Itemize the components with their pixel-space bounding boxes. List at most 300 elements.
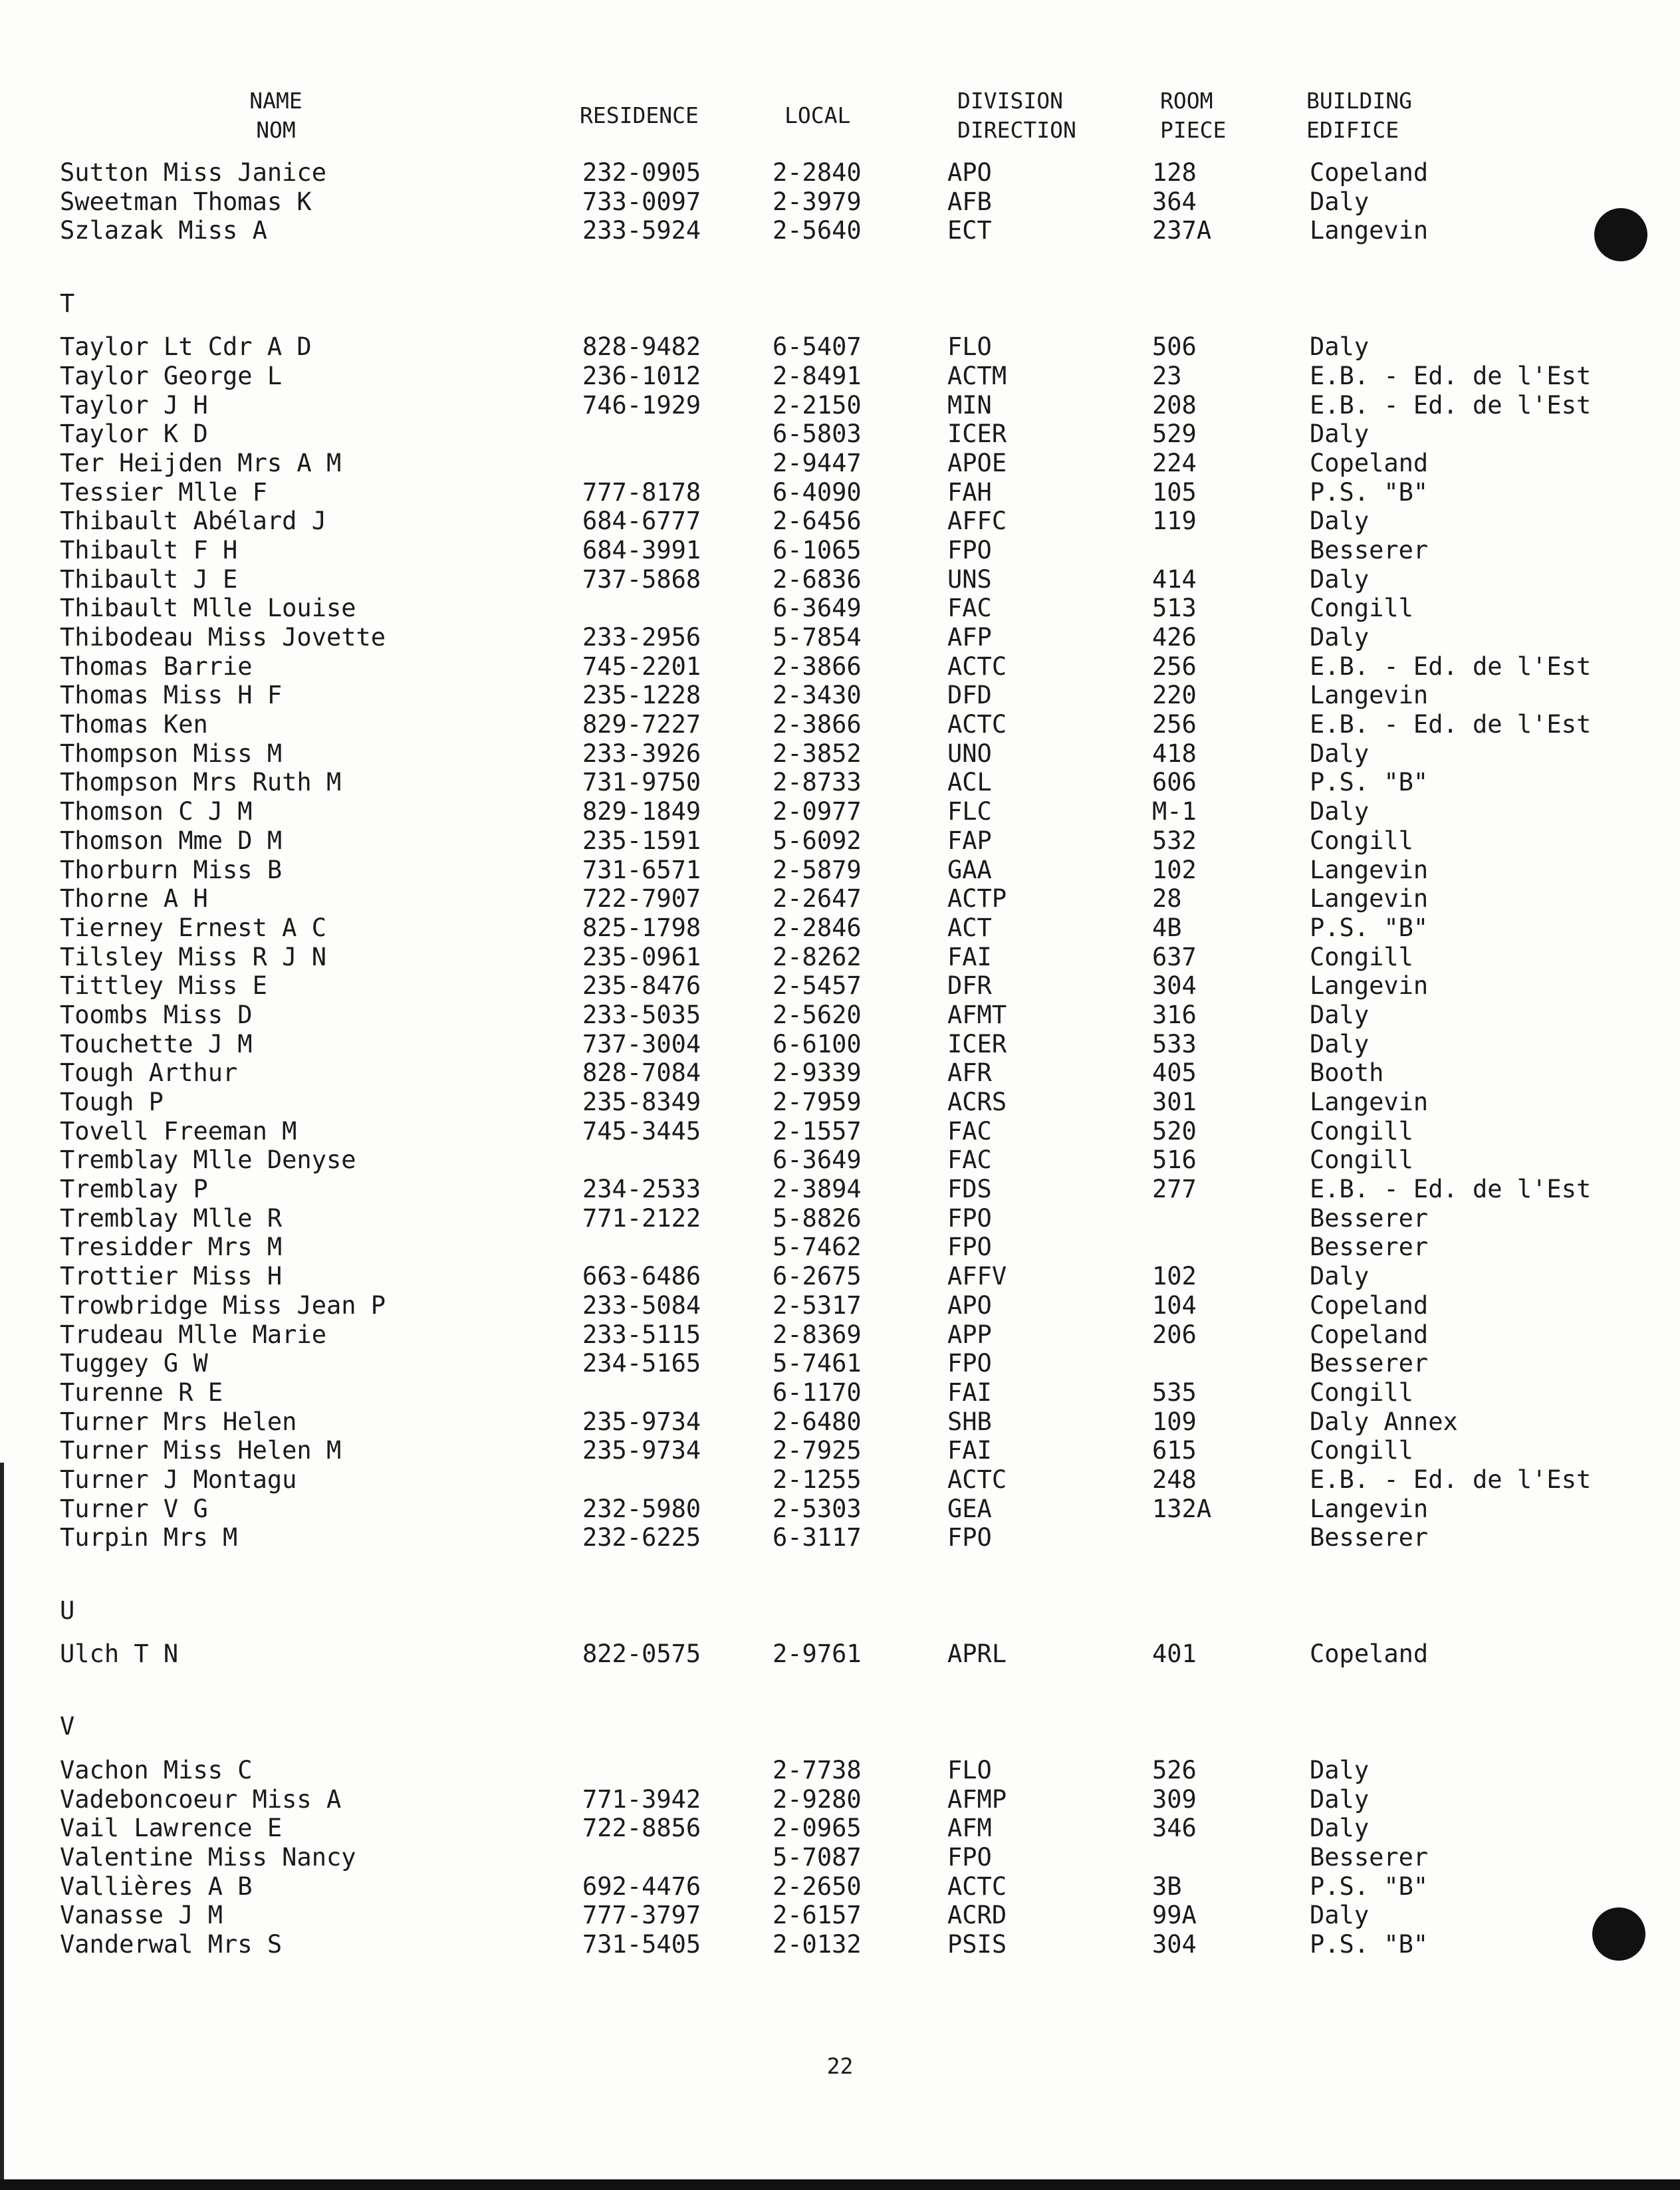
entry-local: 5-7087 <box>773 1842 862 1872</box>
entry-local: 2-3852 <box>773 739 862 768</box>
entry-building: E.B. - Ed. de l'Est <box>1310 1465 1592 1494</box>
directory-row <box>0 449 1680 478</box>
entry-building: Besserer <box>1310 1203 1429 1233</box>
entry-room: 506 <box>1152 332 1197 362</box>
entry-residence: 235-1591 <box>582 826 701 855</box>
entry-name: Thibodeau Miss Jovette <box>60 623 386 652</box>
directory-row <box>0 216 1680 245</box>
entry-building: Copeland <box>1310 1640 1429 1669</box>
entry-building: Langevin <box>1310 884 1429 913</box>
entry-local: 2-5879 <box>773 855 862 884</box>
directory-row <box>0 943 1680 972</box>
entry-name: Vadeboncoeur Miss A <box>60 1784 342 1814</box>
entry-residence: 822-0575 <box>582 1640 701 1669</box>
entry-building: Daly <box>1310 332 1370 362</box>
entry-room: 535 <box>1152 1378 1197 1407</box>
column-header <box>0 86 1680 153</box>
entry-division: AFM <box>947 1814 992 1843</box>
entry-room: 405 <box>1152 1058 1197 1088</box>
entry-division: ACTC <box>947 652 1007 681</box>
entry-room: 316 <box>1152 1000 1197 1029</box>
header-division-fr: DIRECTION <box>957 117 1076 143</box>
entry-local: 2-2647 <box>773 884 862 913</box>
header-room <box>1160 86 1226 145</box>
entry-building: P.S. "B" <box>1310 1872 1429 1901</box>
directory-row <box>0 1814 1680 1843</box>
entry-room: 104 <box>1152 1290 1197 1320</box>
entry-room: 132A <box>1152 1494 1212 1523</box>
entry-name: Thibault J E <box>60 564 238 594</box>
entry-name: Ter Heijden Mrs A M <box>60 448 342 477</box>
entry-room: 418 <box>1152 739 1197 768</box>
entry-name: Trottier Miss H <box>60 1262 283 1291</box>
entry-division: FPO <box>947 1842 992 1872</box>
directory-row <box>0 1872 1680 1901</box>
entry-division: AFMP <box>947 1784 1007 1814</box>
entry-division: APO <box>947 158 992 187</box>
directory-row <box>0 1495 1680 1524</box>
section-letter-label: T <box>60 289 75 318</box>
entry-room: 637 <box>1152 942 1197 971</box>
entry-local: 6-5407 <box>773 332 862 362</box>
entry-room: 105 <box>1152 477 1197 507</box>
directory-row <box>0 623 1680 652</box>
section-letter <box>0 1697 1680 1755</box>
entry-building: Copeland <box>1310 448 1429 477</box>
entry-building: E.B. - Ed. de l'Est <box>1310 652 1592 681</box>
entry-division: FAI <box>947 1378 992 1407</box>
header-division-en: DIVISION <box>957 88 1063 114</box>
entry-division: ACTM <box>947 361 1007 390</box>
entry-residence: 777-8178 <box>582 477 701 507</box>
entry-division: AFFC <box>947 507 1007 536</box>
entry-name: Turenne R E <box>60 1378 223 1407</box>
entry-building: E.B. - Ed. de l'Est <box>1310 361 1592 390</box>
entry-local: 2-9339 <box>773 1058 862 1088</box>
entry-room: 102 <box>1152 1262 1197 1291</box>
entry-building: P.S. "B" <box>1310 1929 1429 1959</box>
entry-division: FAH <box>947 477 992 507</box>
entry-residence: 235-9734 <box>582 1407 701 1436</box>
entry-building: Daly <box>1310 1000 1370 1029</box>
entry-division: FLC <box>947 797 992 826</box>
header-residence <box>580 101 699 130</box>
entry-room: 23 <box>1152 361 1182 390</box>
entry-local: 2-9761 <box>773 1640 862 1669</box>
entry-building: Daly <box>1310 797 1370 826</box>
entry-local: 5-7462 <box>773 1233 862 1262</box>
entry-local: 6-4090 <box>773 477 862 507</box>
entry-name: Turner Mrs Helen <box>60 1407 297 1436</box>
entry-name: Tuggey G W <box>60 1349 208 1378</box>
entry-building: Booth <box>1310 1058 1384 1088</box>
directory-row <box>0 1204 1680 1233</box>
directory-row <box>0 1843 1680 1872</box>
entry-division: FLO <box>947 1755 992 1784</box>
header-local-label: LOCAL <box>784 102 851 128</box>
entry-local: 2-8733 <box>773 768 862 797</box>
entry-name: Thorburn Miss B <box>60 855 283 884</box>
entry-building: Congill <box>1310 594 1413 623</box>
entry-room: 414 <box>1152 564 1197 594</box>
entry-division: APP <box>947 1320 992 1349</box>
entry-residence: 745-2201 <box>582 652 701 681</box>
entry-division: ACL <box>947 768 992 797</box>
entry-room: 28 <box>1152 884 1182 913</box>
entry-name: Taylor Lt Cdr A D <box>60 332 312 362</box>
entry-name: Thibault Mlle Louise <box>60 594 356 623</box>
entry-local: 2-2650 <box>773 1872 862 1901</box>
entry-building: Congill <box>1310 1146 1413 1175</box>
entry-room: 277 <box>1152 1175 1197 1204</box>
entry-name: Thorne A H <box>60 884 208 913</box>
entry-local: 2-5303 <box>773 1494 862 1523</box>
entry-building: Daly <box>1310 1814 1370 1843</box>
entry-local: 2-6836 <box>773 564 862 594</box>
entry-division: ICER <box>947 420 1007 449</box>
header-local <box>784 101 850 130</box>
entry-division: AFB <box>947 187 992 216</box>
entry-residence: 232-5980 <box>582 1494 701 1523</box>
entry-local: 6-3117 <box>773 1523 862 1552</box>
entry-name: Turner V G <box>60 1494 208 1523</box>
entry-division: FAP <box>947 826 992 855</box>
entry-division: FPO <box>947 1523 992 1552</box>
entry-name: Tremblay Mlle R <box>60 1203 283 1233</box>
scan-edge <box>0 1463 4 2190</box>
entry-local: 6-3649 <box>773 594 862 623</box>
entry-name: Taylor K D <box>60 420 208 449</box>
entry-residence: 737-3004 <box>582 1029 701 1058</box>
entry-room: 109 <box>1152 1407 1197 1436</box>
directory-row <box>0 1349 1680 1378</box>
header-room-en: ROOM <box>1160 88 1213 114</box>
entry-building: Langevin <box>1310 855 1429 884</box>
entry-residence: 233-5115 <box>582 1320 701 1349</box>
entry-local: 2-5317 <box>773 1290 862 1320</box>
entry-name: Turner Miss Helen M <box>60 1436 342 1465</box>
entry-room: 606 <box>1152 768 1197 797</box>
entry-local: 2-1255 <box>773 1465 862 1494</box>
entry-division: ACRD <box>947 1901 1007 1930</box>
entry-residence: 235-1228 <box>582 681 701 710</box>
entry-room: 304 <box>1152 971 1197 1001</box>
directory-row <box>0 187 1680 217</box>
header-residence-label: RESIDENCE <box>580 102 699 128</box>
entry-division: ACRS <box>947 1088 1007 1117</box>
entry-residence: 828-7084 <box>582 1058 701 1088</box>
directory-row <box>0 1146 1680 1175</box>
entry-residence: 233-5084 <box>582 1290 701 1320</box>
entry-room: 526 <box>1152 1755 1197 1784</box>
header-building-en: BUILDING <box>1306 88 1412 114</box>
entry-local: 2-5620 <box>773 1000 862 1029</box>
entry-division: ACTC <box>947 1465 1007 1494</box>
entry-building: Copeland <box>1310 158 1429 187</box>
entry-division: ACTC <box>947 1872 1007 1901</box>
entry-room: 4B <box>1152 913 1182 942</box>
entry-building: Daly <box>1310 564 1370 594</box>
directory-row <box>0 681 1680 710</box>
entry-room: 208 <box>1152 390 1197 420</box>
entry-room: 532 <box>1152 826 1197 855</box>
directory-row <box>0 565 1680 594</box>
entry-name: Tovell Freeman M <box>60 1116 297 1146</box>
entry-building: Congill <box>1310 1378 1413 1407</box>
entry-building: Daly <box>1310 1901 1370 1930</box>
entry-local: 2-0977 <box>773 797 862 826</box>
directory-row <box>0 768 1680 797</box>
entry-room: 99A <box>1152 1901 1197 1930</box>
entry-local: 2-0132 <box>773 1929 862 1959</box>
entry-name: Trudeau Mlle Marie <box>60 1320 326 1349</box>
directory-row <box>0 1262 1680 1291</box>
entry-local: 2-3866 <box>773 710 862 739</box>
entry-name: Taylor George L <box>60 361 283 390</box>
entry-name: Thibault F H <box>60 535 238 564</box>
entry-division: FDS <box>947 1175 992 1204</box>
header-building-fr: EDIFICE <box>1306 117 1399 143</box>
entry-local: 2-6480 <box>773 1407 862 1436</box>
entry-division: DFR <box>947 971 992 1001</box>
entry-residence: 232-6225 <box>582 1523 701 1552</box>
entry-division: FLO <box>947 332 992 362</box>
entry-name: Tilsley Miss R J N <box>60 942 326 971</box>
entry-division: FPO <box>947 1349 992 1378</box>
entry-residence: 771-3942 <box>582 1784 701 1814</box>
entry-name: Toombs Miss D <box>60 1000 253 1029</box>
entry-division: FPO <box>947 1233 992 1262</box>
section-gap <box>0 1669 1680 1698</box>
entry-building: Congill <box>1310 1116 1413 1146</box>
entry-room: 346 <box>1152 1814 1197 1843</box>
entry-residence: 722-7907 <box>582 884 701 913</box>
entry-residence: 233-2956 <box>582 623 701 652</box>
entry-residence: 233-3926 <box>582 739 701 768</box>
entry-local: 2-6456 <box>773 507 862 536</box>
entry-name: Tierney Ernest A C <box>60 913 326 942</box>
directory-row <box>0 1785 1680 1814</box>
entry-room: 220 <box>1152 681 1197 710</box>
entry-building: Daly <box>1310 1755 1370 1784</box>
punch-hole <box>1592 1907 1645 1961</box>
entry-division: ACTP <box>947 884 1007 913</box>
directory-row <box>0 971 1680 1001</box>
directory-row <box>0 507 1680 536</box>
entry-name: Taylor J H <box>60 390 208 420</box>
directory-row <box>0 362 1680 391</box>
entry-room: 102 <box>1152 855 1197 884</box>
entry-local: 2-8262 <box>773 942 862 971</box>
entry-name: Szlazak Miss A <box>60 216 267 245</box>
entry-local: 2-2840 <box>773 158 862 187</box>
header-name <box>243 86 309 145</box>
entry-residence: 233-5035 <box>582 1000 701 1029</box>
entry-room: 533 <box>1152 1029 1197 1058</box>
entry-building: Langevin <box>1310 681 1429 710</box>
entry-residence: 829-7227 <box>582 710 701 739</box>
directory-row <box>0 1640 1680 1669</box>
entry-room: 529 <box>1152 420 1197 449</box>
directory-row <box>0 884 1680 913</box>
entry-building: Daly <box>1310 1784 1370 1814</box>
entry-division: GAA <box>947 855 992 884</box>
section-gap <box>0 1552 1680 1582</box>
entry-name: Turpin Mrs M <box>60 1523 238 1552</box>
entry-name: Thomas Barrie <box>60 652 253 681</box>
header-building <box>1306 86 1412 145</box>
entry-residence: 777-3797 <box>582 1901 701 1930</box>
entry-residence: 233-5924 <box>582 216 701 245</box>
entry-division: UNS <box>947 564 992 594</box>
directory-row <box>0 1320 1680 1350</box>
directory-row <box>0 1901 1680 1930</box>
entry-division: DFD <box>947 681 992 710</box>
entry-local: 6-1170 <box>773 1378 862 1407</box>
entry-local: 5-6092 <box>773 826 862 855</box>
directory-row <box>0 158 1680 187</box>
entry-local: 2-0965 <box>773 1814 862 1843</box>
entry-local: 6-6100 <box>773 1029 862 1058</box>
entry-division: UNO <box>947 739 992 768</box>
entry-local: 2-3430 <box>773 681 862 710</box>
entry-building: Daly <box>1310 623 1370 652</box>
entry-residence: 828-9482 <box>582 332 701 362</box>
entry-building: Congill <box>1310 942 1413 971</box>
entry-local: 2-9280 <box>773 1784 862 1814</box>
entry-name: Vachon Miss C <box>60 1755 253 1784</box>
entry-room: 256 <box>1152 652 1197 681</box>
entry-name: Tessier Mlle F <box>60 477 267 507</box>
entry-name: Vanasse J M <box>60 1901 223 1930</box>
entry-division: FAC <box>947 1146 992 1175</box>
section-letter-label: V <box>60 1712 75 1741</box>
entry-division: ACT <box>947 913 992 942</box>
entry-local: 2-7925 <box>773 1436 862 1465</box>
entry-residence: 825-1798 <box>582 913 701 942</box>
entry-name: Vail Lawrence E <box>60 1814 283 1843</box>
entry-division: MIN <box>947 390 992 420</box>
entry-residence: 692-4476 <box>582 1872 701 1901</box>
entry-room: 615 <box>1152 1436 1197 1465</box>
entry-building: Copeland <box>1310 1290 1429 1320</box>
entry-name: Thibault Abélard J <box>60 507 326 536</box>
entry-local: 2-3866 <box>773 652 862 681</box>
entry-local: 2-5457 <box>773 971 862 1001</box>
entry-local: 2-9447 <box>773 448 862 477</box>
entry-room: 304 <box>1152 1929 1197 1959</box>
entry-name: Vanderwal Mrs S <box>60 1929 283 1959</box>
entry-building: Langevin <box>1310 216 1429 245</box>
entry-building: Daly <box>1310 739 1370 768</box>
entry-residence: 236-1012 <box>582 361 701 390</box>
entry-name: Thomson C J M <box>60 797 253 826</box>
directory-row <box>0 1756 1680 1785</box>
entry-room: 206 <box>1152 1320 1197 1349</box>
entry-name: Tittley Miss E <box>60 971 267 1001</box>
directory-row <box>0 710 1680 739</box>
entry-residence: 829-1849 <box>582 797 701 826</box>
entry-division: ICER <box>947 1029 1007 1058</box>
header-division <box>957 86 1076 145</box>
entry-name: Thomson Mme D M <box>60 826 283 855</box>
entry-local: 6-5803 <box>773 420 862 449</box>
entry-residence: 746-1929 <box>582 390 701 420</box>
entry-division: FPO <box>947 1203 992 1233</box>
entry-division: FAI <box>947 1436 992 1465</box>
entry-local: 2-8491 <box>773 361 862 390</box>
entry-residence: 731-6571 <box>582 855 701 884</box>
entry-name: Tough P <box>60 1088 164 1117</box>
entry-name: Valentine Miss Nancy <box>60 1842 356 1872</box>
entry-name: Thomas Ken <box>60 710 208 739</box>
entry-local: 5-7854 <box>773 623 862 652</box>
entry-building: Daly <box>1310 187 1370 216</box>
entry-building: Daly <box>1310 1262 1370 1291</box>
entry-room: 256 <box>1152 710 1197 739</box>
entry-building: Besserer <box>1310 1349 1429 1378</box>
entry-building: Copeland <box>1310 1320 1429 1349</box>
entry-building: E.B. - Ed. de l'Est <box>1310 390 1592 420</box>
entry-name: Tough Arthur <box>60 1058 238 1088</box>
entry-residence: 684-3991 <box>582 535 701 564</box>
directory-row <box>0 1465 1680 1495</box>
entry-building: Langevin <box>1310 971 1429 1001</box>
directory-row <box>0 1523 1680 1552</box>
entry-local: 2-8369 <box>773 1320 862 1349</box>
entry-division: SHB <box>947 1407 992 1436</box>
scan-edge <box>0 2179 1680 2190</box>
directory-row <box>0 1436 1680 1465</box>
entry-name: Turner J Montagu <box>60 1465 297 1494</box>
entry-local: 2-1557 <box>773 1116 862 1146</box>
directory-row <box>0 1117 1680 1146</box>
entry-building: Daly <box>1310 1029 1370 1058</box>
entry-room: 128 <box>1152 158 1197 187</box>
entry-room: 520 <box>1152 1116 1197 1146</box>
entry-residence: 733-0097 <box>582 187 701 216</box>
entry-room: 301 <box>1152 1088 1197 1117</box>
directory-row <box>0 332 1680 362</box>
entry-name: Thompson Miss M <box>60 739 283 768</box>
entry-local: 2-2150 <box>773 390 862 420</box>
entry-division: FAI <box>947 942 992 971</box>
entry-residence: 771-2122 <box>582 1203 701 1233</box>
directory-row <box>0 1407 1680 1437</box>
entry-residence: 663-6486 <box>582 1262 701 1291</box>
entry-room: 119 <box>1152 507 1197 536</box>
directory-row <box>0 1291 1680 1320</box>
entry-residence: 232-0905 <box>582 158 701 187</box>
entry-room: 426 <box>1152 623 1197 652</box>
entry-division: PSIS <box>947 1929 1007 1959</box>
page-number: 22 <box>826 2053 854 2079</box>
directory-row <box>0 1058 1680 1088</box>
directory-row <box>0 536 1680 565</box>
entry-division: ECT <box>947 216 992 245</box>
entry-residence: 235-8476 <box>582 971 701 1001</box>
directory-row <box>0 1378 1680 1407</box>
entry-local: 5-8826 <box>773 1203 862 1233</box>
directory-row <box>0 1175 1680 1204</box>
section-gap <box>0 245 1680 275</box>
entry-building: E.B. - Ed. de l'Est <box>1310 710 1592 739</box>
entry-residence: 745-3445 <box>582 1116 701 1146</box>
entry-building: Besserer <box>1310 535 1429 564</box>
directory-row <box>0 478 1680 507</box>
entry-residence: 731-5405 <box>582 1929 701 1959</box>
entry-building: Daly Annex <box>1310 1407 1458 1436</box>
